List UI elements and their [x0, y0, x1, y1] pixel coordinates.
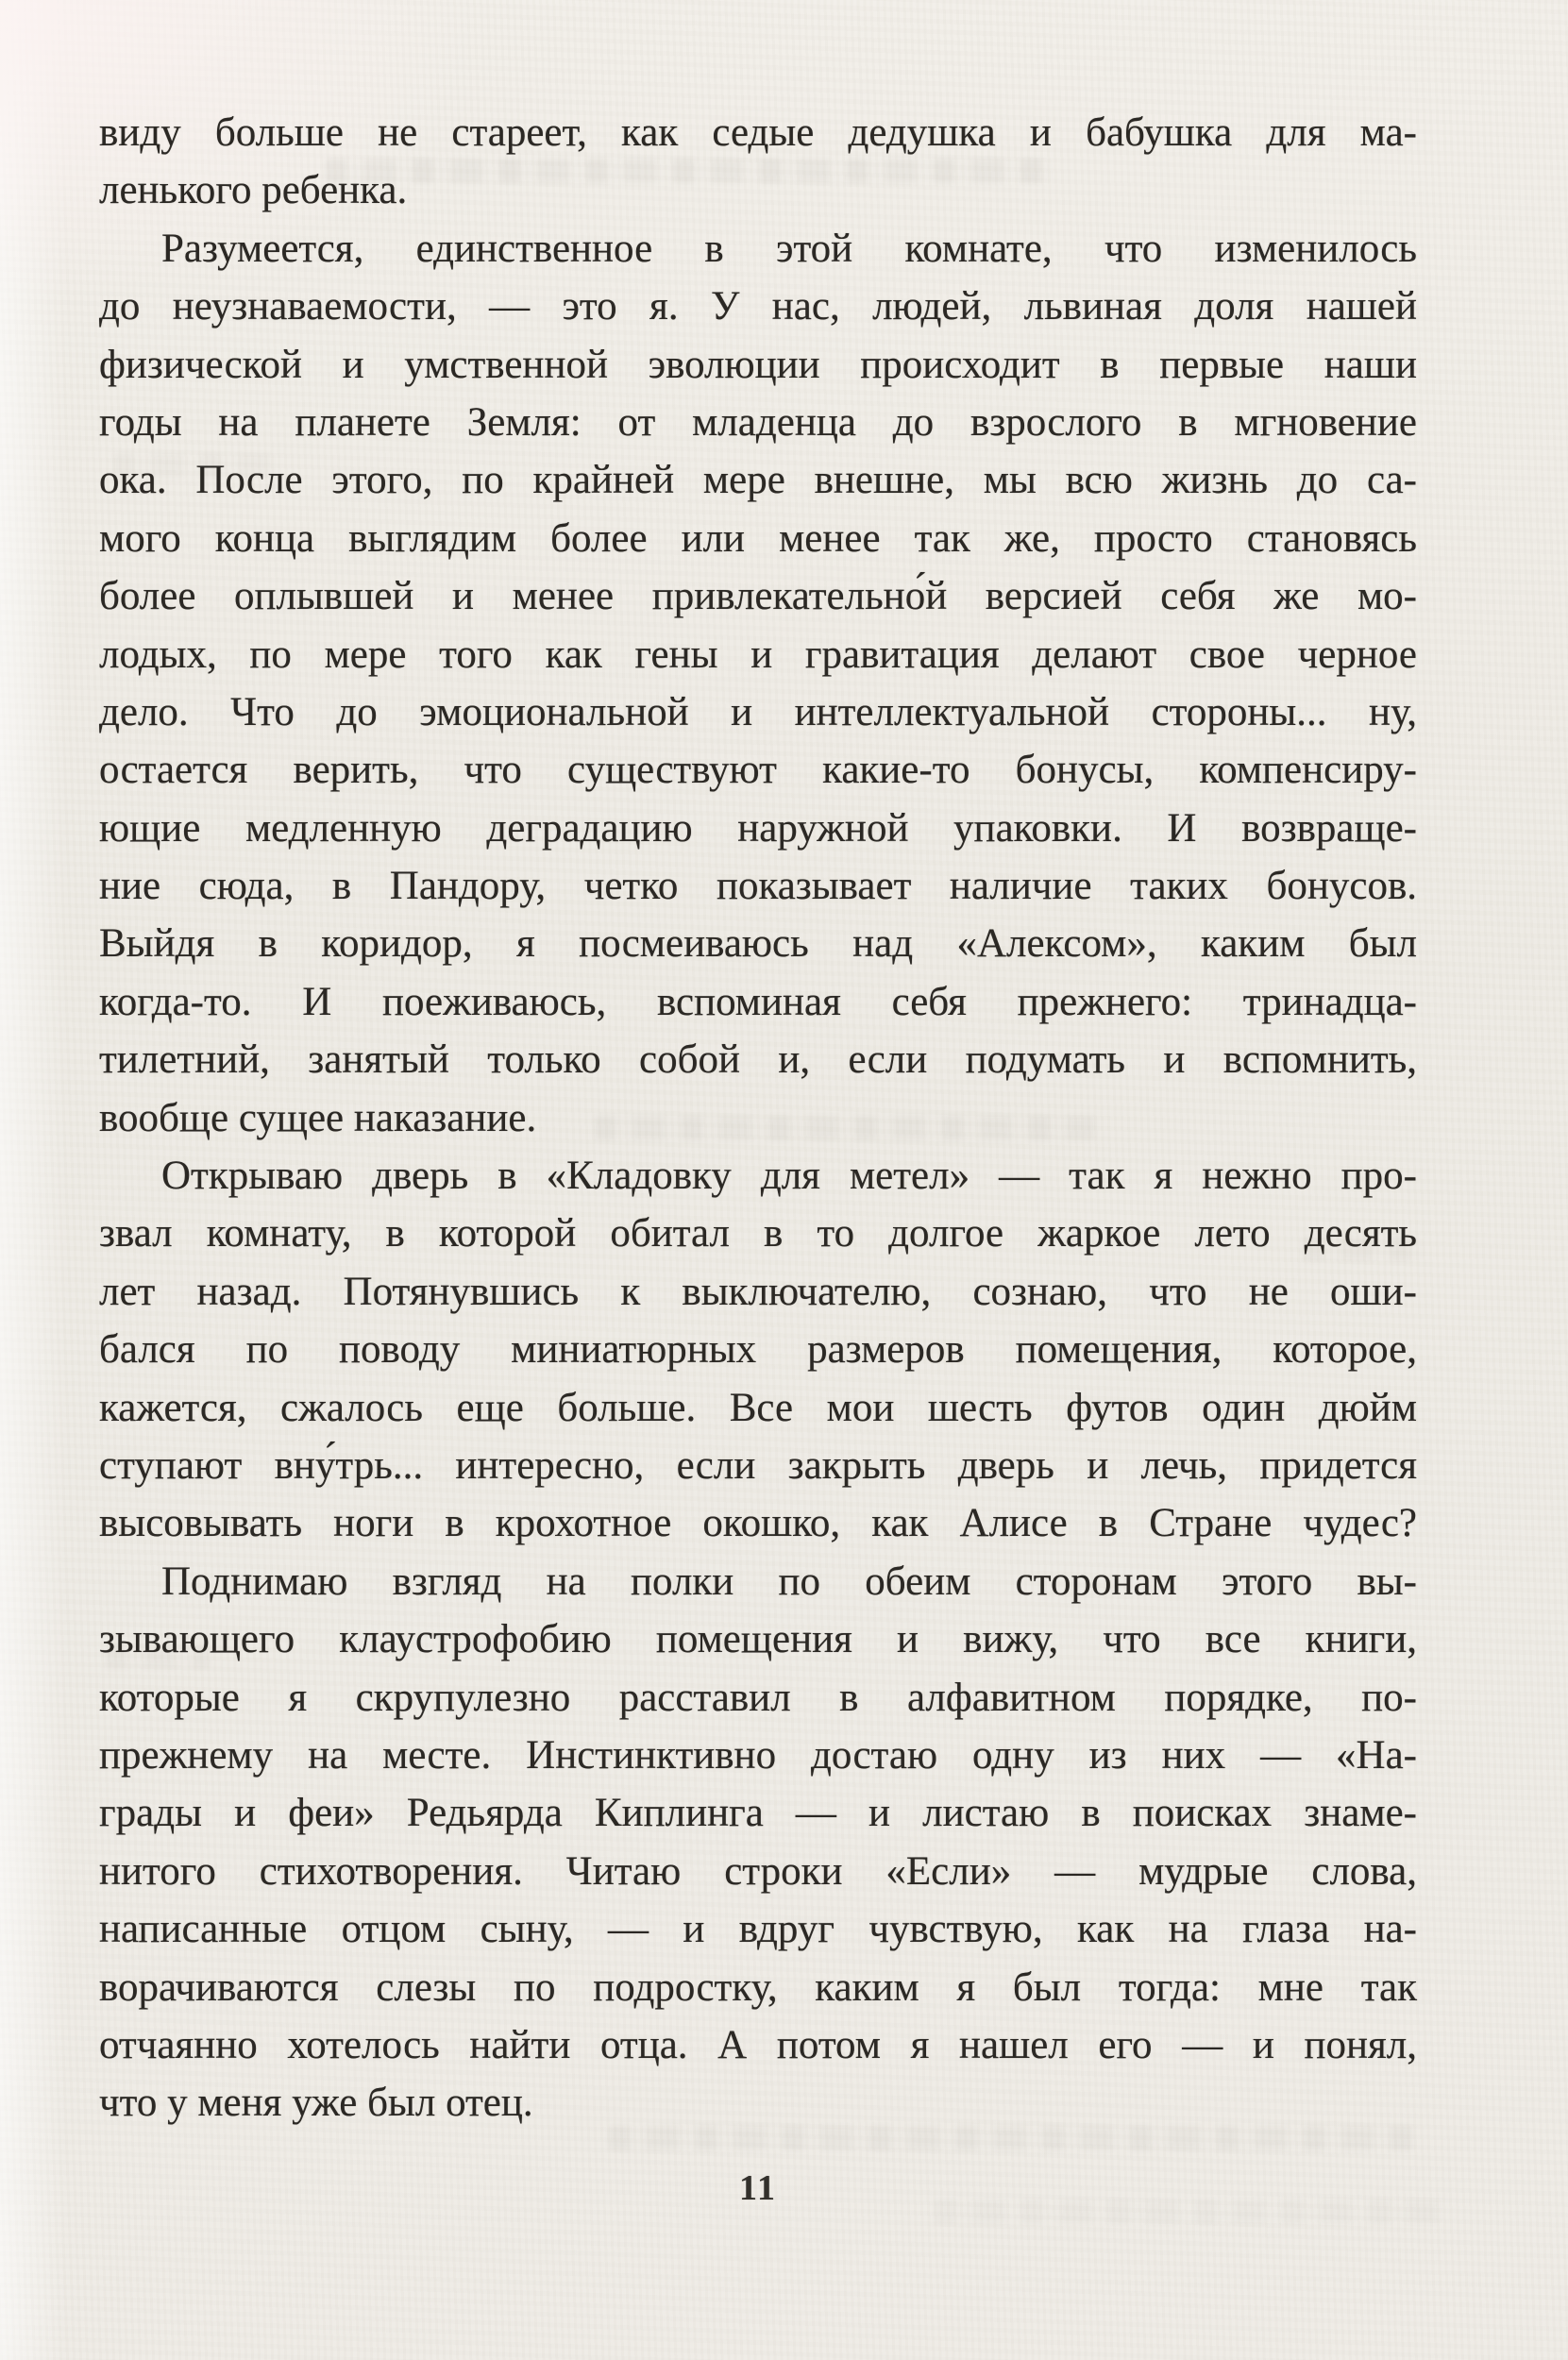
- text-line: лодых, по мере того как гены и гравитация делают свое черное: [99, 632, 1417, 677]
- text-line: остается верить, что существуют какие-то бонусы, компенсиру-: [99, 748, 1417, 793]
- text-line: написанные отцом сыну, — и вдруг чувствую, как на глаза на-: [99, 1907, 1417, 1952]
- text-line: нитого стихотворения. Читаю строки «Если» — мудрые слова,: [99, 1848, 1417, 1894]
- paragraph: [99, 1147, 1417, 1553]
- text-line: Поднимаю взгляд на полки по обеим сторонам этого вы-: [161, 1559, 1417, 1604]
- text-line: лет назад. Потянувшись к выключателю, сознаю, что не оши-: [99, 1269, 1417, 1314]
- text-line: высовывать ноги в крохотное окошко, как Алисе в Стране чудес?: [99, 1501, 1417, 1546]
- text-line: зывающего клаустрофобию помещения и вижу, что все книги,: [99, 1617, 1417, 1662]
- text-line: когда-то. И поеживаюсь, вспоминая себя прежнего: тринадца-: [99, 979, 1417, 1024]
- text-line: кажется, сжалось еще больше. Все мои шесть футов один дюйм: [99, 1385, 1417, 1430]
- text-line: ние сюда, в Пандору, четко показывает наличие таких бонусов.: [99, 864, 1417, 909]
- text-line: отчаянно хотелось найти отца. А потом я нашел его — и понял,: [99, 2022, 1417, 2067]
- text-line: до неузнаваемости, — это я. У нас, людей, львиная доля нашей: [99, 284, 1417, 329]
- text-line: бался по поводу миниатюрных размеров помещения, которое,: [99, 1327, 1417, 1373]
- text-line: которые я скрупулезно расставил в алфавитном порядке, по-: [99, 1675, 1417, 1720]
- text-line: ока. После этого, по крайней мере внешне, мы всю жизнь до са-: [99, 458, 1417, 503]
- paragraph: [99, 104, 1417, 220]
- text-line: Выйдя в коридор, я посмеиваюсь над «Алексом», каким был: [99, 921, 1417, 967]
- text-line: прежнему на месте. Инстинктивно достаю одну из них — «На-: [99, 1732, 1417, 1778]
- paragraph: [99, 220, 1417, 1147]
- text-line: физической и умственной эволюции происходит в первые наши: [99, 342, 1417, 387]
- text-line: дело. Что до эмоциональной и интеллектуальной стороны... ну,: [99, 689, 1417, 734]
- text-line: ворачиваются слезы по подростку, каким я был тогда: мне так: [99, 1964, 1417, 2010]
- text-line: грады и феи» Редьярда Киплинга — и листаю в поисках знаме-: [99, 1791, 1417, 1836]
- text-line: более оплывшей и менее привлекательно́й версией себя же мо-: [99, 574, 1417, 619]
- text-line: ющие медленную деградацию наружной упаковки. И возвраще-: [99, 805, 1417, 851]
- text-line: что у меня уже был отец.: [99, 2081, 533, 2126]
- page-text: [99, 104, 1417, 2132]
- text-line: мого конца выглядим более или менее так же, просто становясь: [99, 515, 1417, 561]
- text-line: ступают вну́трь... интересно, если закрыть дверь и лечь, придется: [99, 1442, 1417, 1488]
- text-line: виду больше не стареет, как седые дедушка и бабушка для ма-: [99, 110, 1417, 155]
- text-line: Разумеется, единственное в этой комнате, что изменилось: [161, 226, 1417, 271]
- paragraph: [99, 1553, 1417, 2132]
- text-line: годы на планете Земля: от младенца до взрослого в мгновение: [99, 399, 1417, 445]
- text-line: вообще сущее наказание.: [99, 1095, 537, 1140]
- text-line: ленького ребенка.: [99, 168, 408, 213]
- text-line: Открываю дверь в «Кладовку для метел» — так я нежно про-: [161, 1154, 1417, 1199]
- text-line: тилетний, занятый только собой и, если подумать и вспомнить,: [99, 1037, 1417, 1083]
- text-line: звал комнату, в которой обитал в то долгое жаркое лето десять: [99, 1211, 1417, 1256]
- page-number: 11: [739, 2168, 777, 2208]
